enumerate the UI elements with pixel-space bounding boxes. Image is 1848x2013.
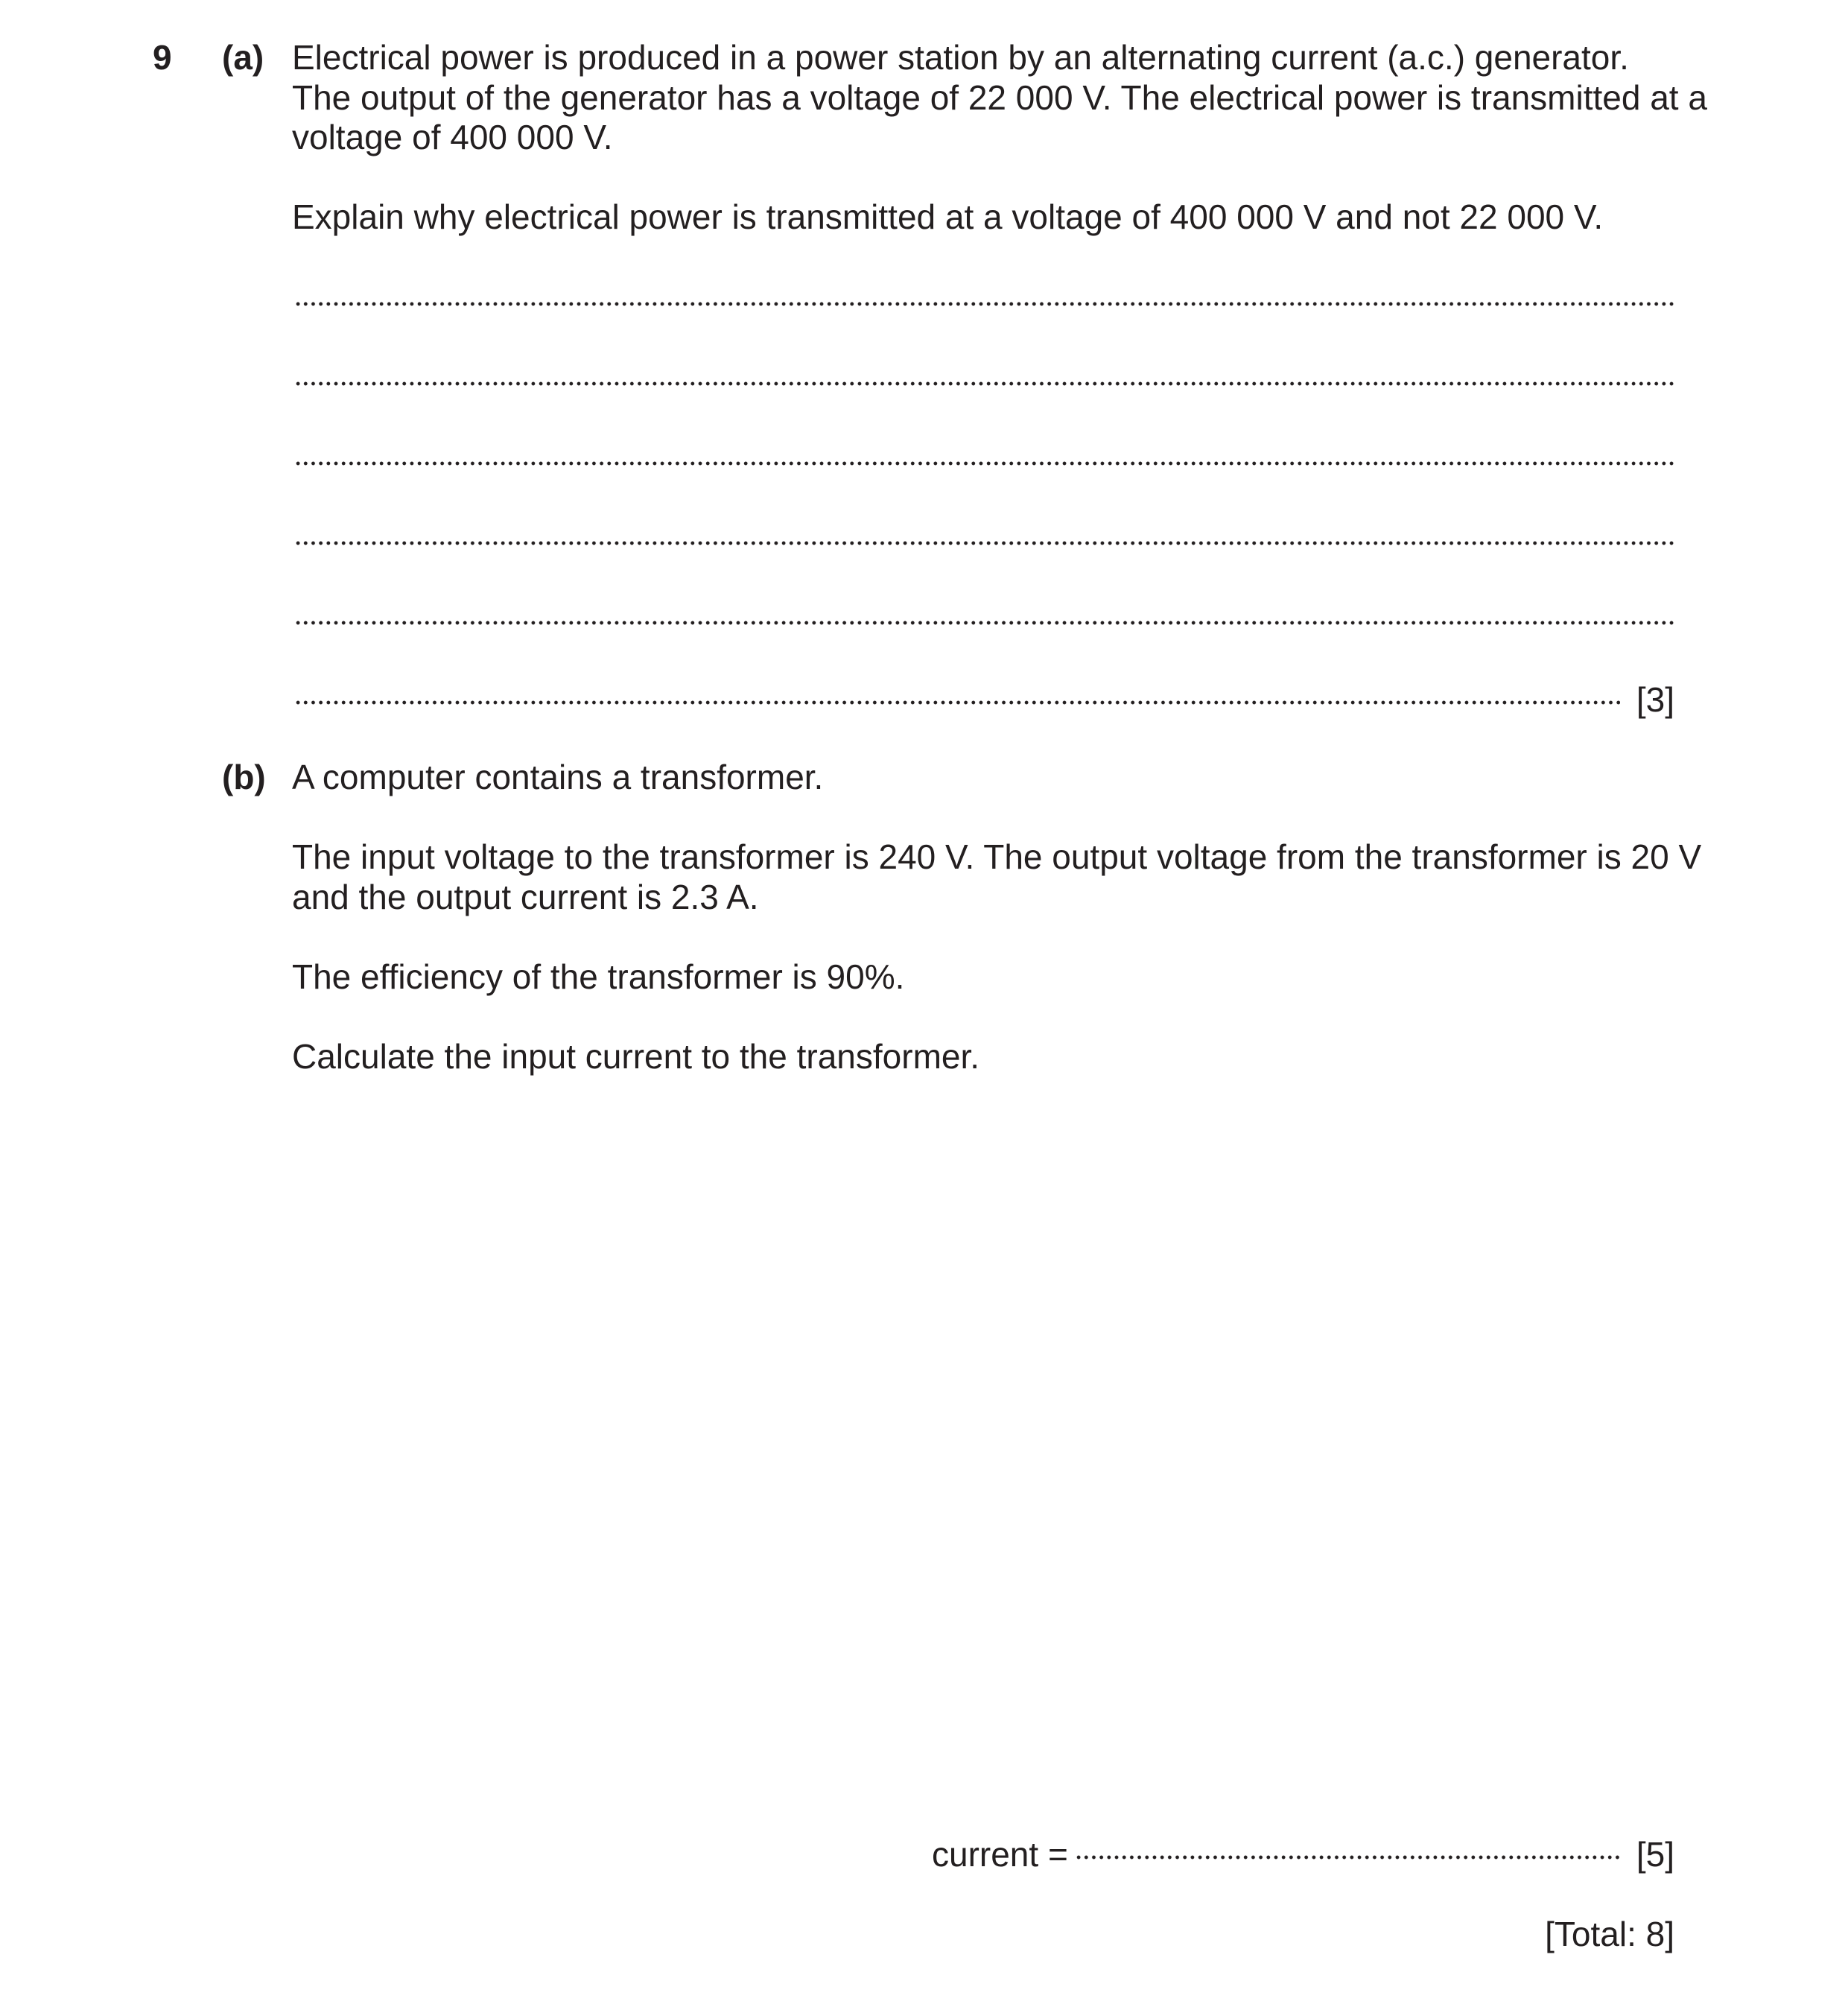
- part-b-info-line-2: and the output current is 2.3 A.: [292, 878, 759, 916]
- part-a-stem-line-3: voltage of 400 000 V.: [292, 118, 613, 156]
- question-number: 9: [153, 38, 172, 77]
- part-a-marks: [3]: [1636, 680, 1674, 719]
- part-b-instruction: Calculate the input current to the transformer.: [292, 1037, 980, 1076]
- answer-line-a-3[interactable]: [294, 461, 1674, 466]
- part-b-marks: [5]: [1636, 1835, 1674, 1874]
- answer-line-a-6[interactable]: [294, 700, 1620, 705]
- total-marks: [Total: 8]: [1545, 1915, 1674, 1953]
- part-b-efficiency: The efficiency of the transformer is 90%.: [292, 957, 905, 996]
- part-b-info-line-1: The input voltage to the transformer is 240 V. The output voltage from the transformer is 20 V: [292, 837, 1702, 876]
- answer-line-a-4[interactable]: [294, 541, 1674, 545]
- current-answer-line[interactable]: [1075, 1855, 1620, 1860]
- part-a-instruction: Explain why electrical power is transmitted at a voltage of 400 000 V and not 22 000 V.: [292, 197, 1604, 236]
- answer-line-a-1[interactable]: [294, 302, 1674, 306]
- part-a-label: (a): [222, 38, 264, 77]
- answer-line-a-2[interactable]: [294, 381, 1674, 386]
- part-a-stem-line-2: The output of the generator has a voltage of 22 000 V. The electrical power is transmitted at a: [292, 78, 1707, 117]
- part-a-stem-line-1: Electrical power is produced in a power station by an alternating current (a.c.) generator.: [292, 38, 1629, 77]
- part-b-label: (b): [222, 758, 266, 796]
- part-b-intro: A computer contains a transformer.: [292, 758, 824, 796]
- current-answer-label: current =: [932, 1835, 1068, 1874]
- answer-line-a-5[interactable]: [294, 621, 1674, 625]
